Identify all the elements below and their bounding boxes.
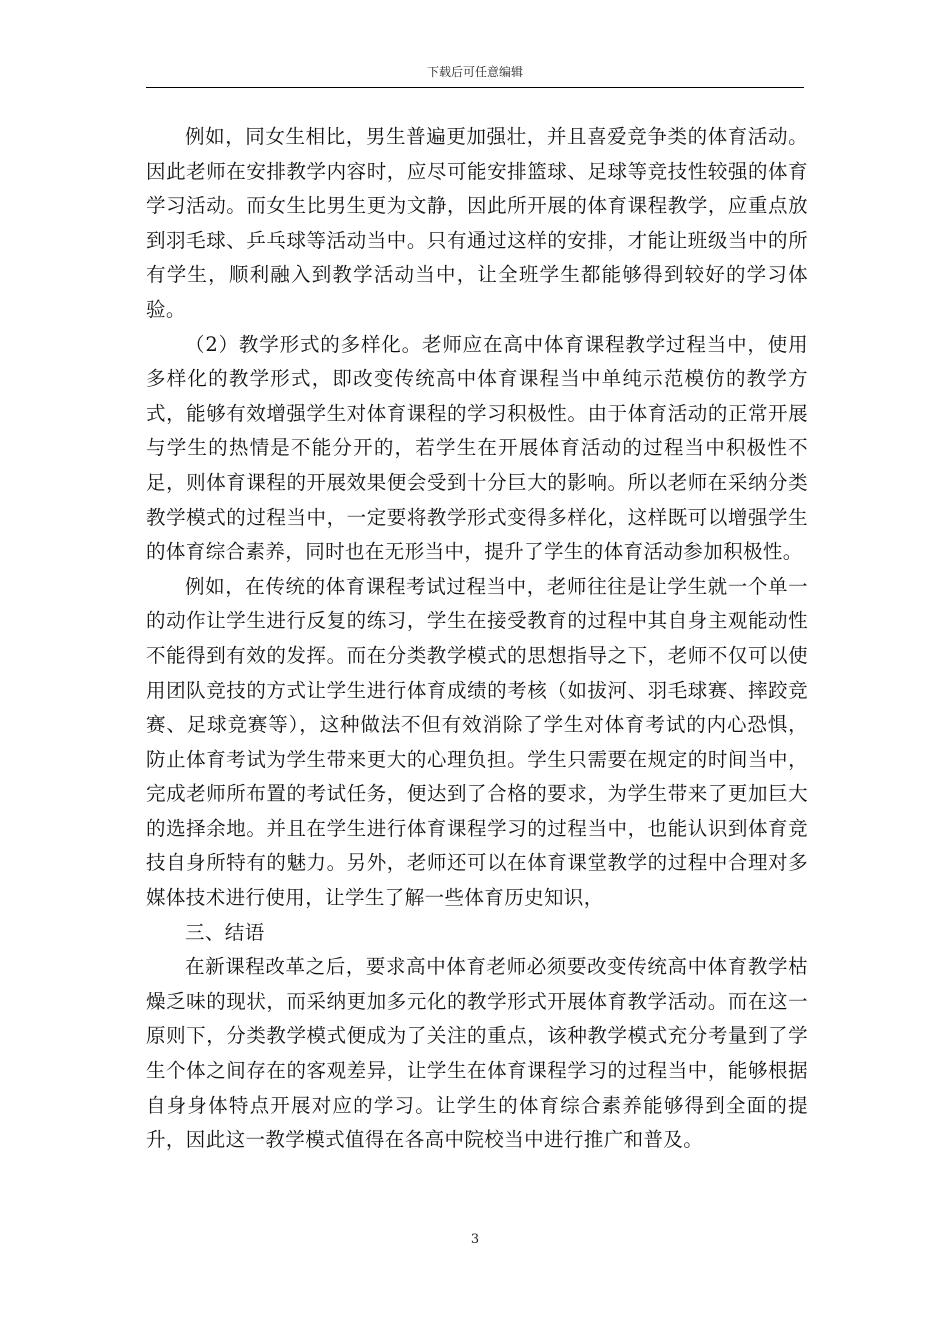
page-header: 下载后可任意编辑 — [426, 65, 523, 79]
paragraph-gender-example: 例如，同女生相比，男生普遍更加强壮，并且喜爱竞争类的体育活动。因此老师在安排教学内容时，应尽可能安排篮球、足球等竞技性较强的体育学习活动。而女生比男生更为文静，因此所开展的体育课程教学，应重点放到羽毛球、乒乓球等活动当中。只有通过这样的安排，才能让班级当中的所有学生，顺利融入到教学活动当中，让全班学生都能够得到较好的学习体验。 — [146, 125, 808, 321]
paragraph-conclusion: 在新课程改革之后，要求高中体育老师必须要改变传统高中体育教学枯燥乏味的现状，而采纳更加多元化的教学形式开展体育教学活动。而在这一原则下，分类教学模式便成为了关注的重点，该种教学模式充分考量到了学生个体之间存在的客观差异，让学生在体育课程学习的过程当中，能够根据自身身体特点开展对应的学习。让学生的体育综合素养能够得到全面的提升，因此这一教学模式值得在各高中院校当中进行推广和普及。 — [146, 955, 808, 1152]
paragraph-teaching-forms: （2）教学形式的多样化。老师应在高中体育课程教学过程当中，使用多样化的教学形式，即改变传统高中体育课程当中单纯示范模仿的教学方式，能够有效增强学生对体育课程的学习积极性。由于体育活动的正常开展与学生的热情是不能分开的，若学生在开展体育活动的过程当中积极性不足，则体育课程的开展效果便会受到十分巨大的影响。所以老师在采纳分类教学模式的过程当中，一定要将教学形式变得多样化，这样既可以增强学生的体育综合素养，同时也在无形当中，提升了学生的体育活动参加积极性。 — [146, 332, 808, 564]
document-body — [146, 120, 808, 1158]
paragraph-exam-example: 例如，在传统的体育课程考试过程当中，老师往往是让学生就一个单一的动作让学生进行反复的练习，学生在接受教育的过程中其自身主观能动性不能得到有效的发挥。而在分类教学模式的思想指导之下，老师不仅可以使用团队竞技的方式让学生进行体育成绩的考核（如拔河、羽毛球赛、摔跤竞赛、足球竞赛等），这种做法不但有效消除了学生对体育考试的内心恐惧，防止体育考试为学生带来更大的心理负担。学生只需要在规定的时间当中，完成老师所布置的考试任务，便达到了合格的要求，为学生带来了更加巨大的选择余地。并且在学生进行体育课程学习的过程当中，也能认识到体育竞技自身所特有的魅力。另外，老师还可以在体育课堂教学的过程中合理对多媒体技术进行使用，让学生了解一些体育历史知识， — [146, 574, 808, 910]
page-number: 3 — [470, 1232, 480, 1247]
section-heading-conclusion: 三、结语 — [185, 920, 265, 944]
header-divider — [146, 87, 804, 88]
